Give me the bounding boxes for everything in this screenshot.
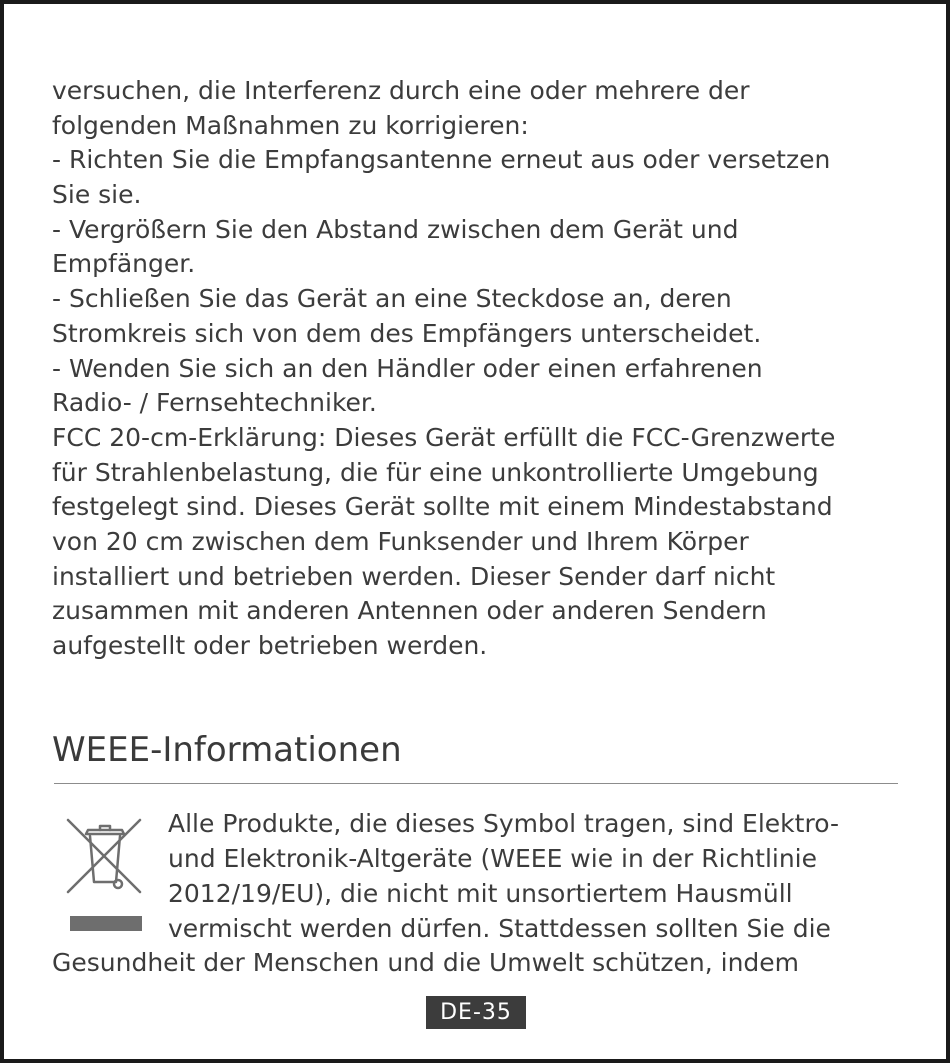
weee-full-width-line: Gesundheit der Menschen und die Umwelt schützen, indem (52, 948, 800, 977)
fcc-body-text (52, 74, 912, 664)
weee-heading: WEEE-Informationen (52, 730, 402, 770)
text-line: Stromkreis sich von dem des Empfängers unterscheidet. (52, 318, 762, 348)
text-line: Sie sie. (52, 180, 142, 210)
text-line: aufgestellt oder betrieben werden. (52, 631, 488, 660)
weee-indented-text (168, 806, 839, 946)
text-line: Radio- / Fernsehtechniker. (52, 388, 377, 418)
text-line: - Richten Sie die Empfangsantenne erneut aus oder versetzen (52, 145, 831, 175)
text-line: versuchen, die Interferenz durch eine oder mehrere der (52, 76, 750, 105)
text-line: festgelegt sind. Dieses Gerät sollte mit einem Mindestabstand (52, 492, 833, 522)
text-line: - Wenden Sie sich an den Händler oder einen erfahrenen (52, 353, 763, 383)
text-line: und Elektronik-Altgeräte (WEEE wie in der Richtlinie (168, 844, 818, 873)
text-line: 2012/19/EU), die nicht mit unsortiertem Hausmüll (168, 879, 793, 908)
text-line: zusammen mit anderen Antennen oder anderen Sendern (52, 596, 767, 626)
text-line: folgenden Maßnahmen zu korrigieren: (52, 110, 529, 140)
text-line: installiert und betrieben werden. Dieser Sender darf nicht (52, 561, 776, 591)
text-line: für Strahlenbelastung, die für eine unkontrollierte Umgebung (52, 457, 819, 487)
text-line: FCC 20-cm-Erklärung: Dieses Gerät erfüllt die FCC-Grenzwerte (52, 422, 836, 452)
text-line: - Vergrößern Sie den Abstand zwischen dem Gerät und (52, 214, 739, 244)
crossed-out-wheelie-bin-icon (64, 816, 144, 896)
text-line: vermischt werden dürfen. Stattdessen sollten Sie die (168, 914, 831, 943)
heading-divider (54, 783, 898, 784)
text-line: - Schließen Sie das Gerät an eine Steckdose an, deren (52, 284, 732, 314)
weee-bar-mark (70, 916, 142, 931)
text-line: Empfänger. (52, 249, 196, 279)
page-number-badge: DE-35 (426, 996, 526, 1029)
text-line: Alle Produkte, die dieses Symbol tragen, sind Elektro- (168, 809, 839, 838)
text-line: von 20 cm zwischen dem Funksender und Ihrem Körper (52, 526, 749, 556)
